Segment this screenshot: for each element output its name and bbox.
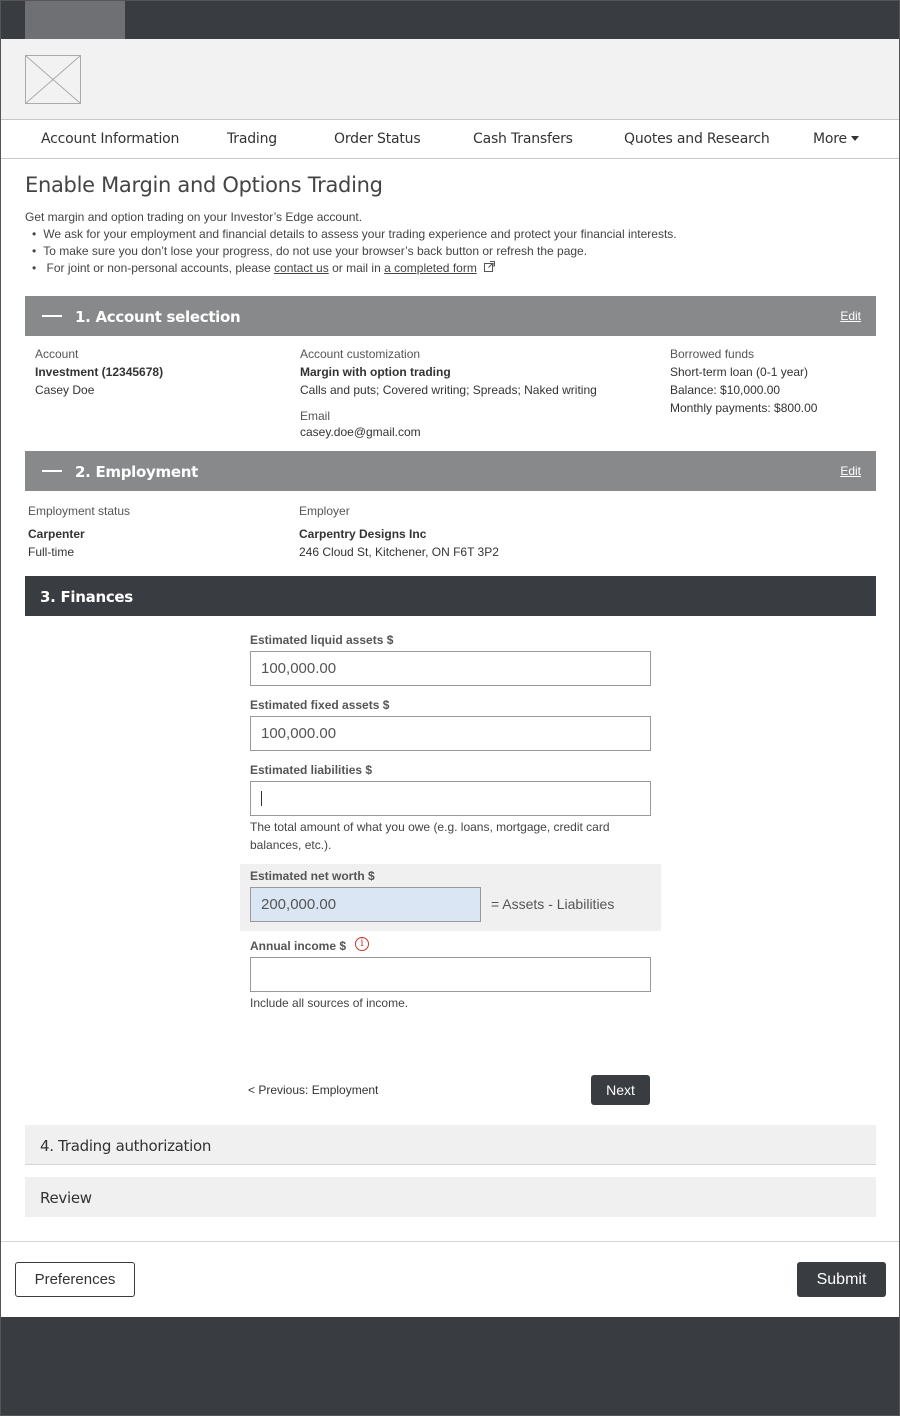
- liabilities-input[interactable]: [250, 781, 651, 816]
- email-value: casey.doe@gmail.com: [300, 425, 421, 439]
- section-title: 3. Finances: [40, 588, 133, 606]
- liabilities-label: Estimated liabilities $: [250, 763, 373, 777]
- borrowed-funds-info: [670, 345, 817, 417]
- preferences-button[interactable]: Preferences: [15, 1262, 135, 1297]
- logo-placeholder-icon: [25, 55, 81, 104]
- intro-bullet: • We ask for your employment and financial details to assess your trading experience and protect your financial interests.: [25, 226, 677, 243]
- footer-band: [1, 1317, 900, 1416]
- chevron-down-icon: [851, 136, 859, 141]
- intro-line: Get margin and option trading on your Investor’s Edge account.: [25, 210, 363, 224]
- nav-item-more[interactable]: [813, 131, 859, 147]
- edit-account-link[interactable]: Edit: [840, 309, 861, 323]
- bullet-text: or mail in: [332, 261, 381, 275]
- customization-detail: Calls and puts; Covered writing; Spreads; Naked writing: [300, 383, 597, 397]
- contact-us-link[interactable]: contact us: [274, 261, 329, 275]
- collapse-icon: [42, 315, 62, 317]
- bullet-text: For joint or non-personal accounts, please: [46, 261, 271, 275]
- header-band: [1, 39, 900, 120]
- account-holder: Casey Doe: [35, 383, 95, 397]
- borrowed-balance: Balance: $10,000.00: [670, 383, 781, 397]
- top-bar: [1, 1, 900, 39]
- nav-item-order-status[interactable]: Order Status: [334, 131, 421, 147]
- employment-status-value: Carpenter: [28, 527, 85, 541]
- intro-text: [25, 209, 677, 277]
- nav-item-trading[interactable]: Trading: [227, 131, 277, 147]
- main-nav: [1, 120, 900, 159]
- section-title: Review: [40, 1189, 92, 1207]
- email-label: Email: [300, 409, 331, 423]
- external-link-icon[interactable]: [484, 260, 495, 277]
- customization-value: Margin with option trading: [300, 365, 451, 379]
- borrowed-type: Short-term loan (0-1 year): [670, 365, 809, 379]
- text-cursor: [261, 791, 262, 806]
- income-help: Include all sources of income.: [250, 996, 409, 1010]
- collapse-icon: [42, 470, 62, 472]
- borrowed-label: Borrowed funds: [670, 347, 755, 361]
- page-title: Enable Margin and Options Trading: [25, 173, 383, 197]
- section-employment-header[interactable]: [25, 451, 876, 491]
- account-info: [35, 345, 163, 399]
- annual-income-label: Annual income $: [250, 939, 347, 953]
- intro-bullet: • To make sure you don’t lose your progress, do not use your browser’s back button or refresh the page.: [25, 243, 677, 260]
- nav-item-account-information[interactable]: Account Information: [41, 131, 180, 147]
- borrowed-monthly: Monthly payments: $800.00: [670, 401, 818, 415]
- section-review-header[interactable]: [25, 1177, 876, 1217]
- customization-label: Account customization: [300, 347, 421, 361]
- employment-status-label: Employment status: [28, 504, 131, 518]
- liabilities-help: The total amount of what you owe (e.g. loans, mortgage, credit card balances, etc.).: [250, 820, 610, 852]
- net-worth-label: Estimated net worth $: [250, 869, 375, 883]
- nav-item-quotes-and-research[interactable]: Quotes and Research: [624, 131, 770, 147]
- employer-info: [299, 502, 499, 561]
- employer-label: Employer: [299, 504, 350, 518]
- edit-employment-link[interactable]: Edit: [840, 464, 861, 478]
- intro-bullet: [25, 260, 677, 277]
- previous-employment-link[interactable]: < Previous: Employment: [248, 1083, 379, 1097]
- completed-form-link[interactable]: a completed form: [384, 261, 477, 275]
- account-name: Investment (12345678): [35, 365, 164, 379]
- net-worth-input: [250, 887, 481, 922]
- liquid-assets-label: Estimated liquid assets $: [250, 633, 394, 647]
- nav-item-cash-transfers[interactable]: Cash Transfers: [473, 131, 573, 147]
- employment-status-info: [28, 502, 130, 561]
- nav-more-label: More: [813, 131, 847, 147]
- section-title: 4. Trading authorization: [40, 1137, 212, 1155]
- submit-button[interactable]: Submit: [797, 1262, 886, 1297]
- fixed-assets-label: Estimated fixed assets $: [250, 698, 390, 712]
- section-account-selection-header[interactable]: [25, 296, 876, 336]
- next-button[interactable]: Next: [591, 1075, 650, 1105]
- fixed-assets-input[interactable]: [250, 716, 651, 751]
- annual-income-input[interactable]: [250, 957, 651, 992]
- info-icon[interactable]: i: [355, 937, 369, 951]
- employer-name: Carpentry Designs Inc: [299, 527, 427, 541]
- account-label: Account: [35, 347, 79, 361]
- customization-info: [300, 345, 597, 441]
- section-title: 1. Account selection: [75, 308, 241, 326]
- section-finances-header[interactable]: [25, 576, 876, 616]
- section-trading-authorization-header[interactable]: [25, 1125, 876, 1165]
- footer-divider: [1, 1241, 900, 1242]
- liquid-assets-input[interactable]: [250, 651, 651, 686]
- employment-type: Full-time: [28, 545, 75, 559]
- top-bar-tab[interactable]: [25, 1, 125, 39]
- employer-address: 246 Cloud St, Kitchener, ON F6T 3P2: [299, 545, 499, 559]
- section-title: 2. Employment: [75, 463, 198, 481]
- net-worth-formula: = Assets - Liabilities: [491, 896, 615, 912]
